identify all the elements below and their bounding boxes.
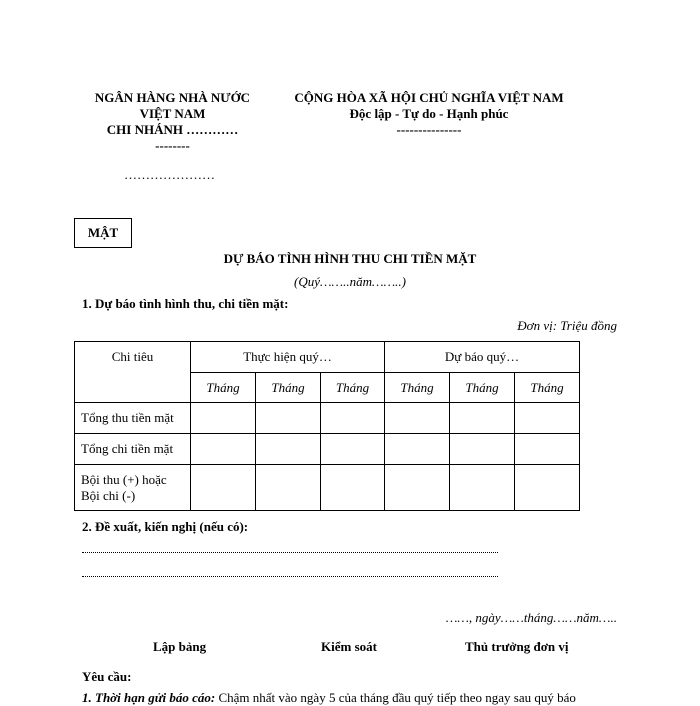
header-month: Tháng <box>515 373 580 403</box>
section-1-heading: 1. Dự báo tình hình thu, chi tiền mặt: <box>82 296 289 311</box>
dotted-line <box>82 552 498 553</box>
table-row <box>75 465 580 511</box>
row-label-surplus-deficit <box>75 465 191 511</box>
signature-prepared-by: Lập bảng <box>153 639 207 654</box>
requirement-item-1-label: 1. Thời hạn gửi báo cáo: <box>82 690 216 705</box>
national-motto-block <box>280 90 578 138</box>
unit-label: Đơn vị: Triệu đồng <box>517 318 617 333</box>
table-cell <box>515 465 580 511</box>
table-cell <box>385 403 450 434</box>
agency-divider: -------- <box>155 138 190 153</box>
table-cell <box>191 465 256 511</box>
date-line: ……, ngày……tháng……năm….. <box>445 610 617 625</box>
table-cell <box>450 403 515 434</box>
table-cell <box>256 465 321 511</box>
cash-forecast-table <box>74 341 580 511</box>
header-indicator: Chi tiêu <box>75 342 191 403</box>
table-cell <box>385 434 450 465</box>
header-month: Tháng <box>321 373 385 403</box>
table-cell <box>515 434 580 465</box>
dotted-line <box>82 576 498 577</box>
requirement-item-1 <box>82 690 576 706</box>
document-ref-number: ………………… <box>124 167 215 182</box>
row-label-line-1: Bội thu (+) hoặc <box>81 471 167 487</box>
header-forecast-quarter: Dự báo quý… <box>385 342 580 373</box>
requirement-item-1-text: Chậm nhất vào ngày 5 của tháng đầu quý tiếp theo ngay sau quý báo <box>215 690 576 705</box>
header-month: Tháng <box>450 373 515 403</box>
row-label-line-2: Bội chi (-) <box>81 487 136 503</box>
issuing-agency-block <box>80 90 265 154</box>
table-cell <box>191 434 256 465</box>
row-label-total-receipts: Tổng thu tiền mặt <box>75 403 191 434</box>
confidential-stamp: MẬT <box>74 218 132 248</box>
country-name: CỘNG HÒA XÃ HỘI CHỦ NGHĨA VIỆT NAM <box>294 90 564 105</box>
table-cell <box>191 403 256 434</box>
table-cell <box>450 434 515 465</box>
header-month: Tháng <box>385 373 450 403</box>
table-row <box>75 434 580 465</box>
requirements-heading: Yêu cầu: <box>82 669 132 684</box>
agency-line-3: CHI NHÁNH ………… <box>106 122 239 137</box>
table-cell <box>256 403 321 434</box>
header-actual-quarter: Thực hiện quý… <box>191 342 385 373</box>
section-2-heading: 2. Đề xuất, kiến nghị (nếu có): <box>82 519 249 534</box>
motto-divider: --------------- <box>396 122 462 137</box>
table-cell <box>256 434 321 465</box>
table-cell <box>450 465 515 511</box>
table-cell <box>385 465 450 511</box>
header-month: Tháng <box>191 373 256 403</box>
table-cell <box>515 403 580 434</box>
header-month: Tháng <box>256 373 321 403</box>
table-cell <box>321 403 385 434</box>
document-subtitle: (Quý……..năm……..) <box>294 274 406 289</box>
motto: Độc lập - Tự do - Hạnh phúc <box>349 106 509 121</box>
agency-line-1: NGÂN HÀNG NHÀ NƯỚC <box>94 90 251 105</box>
agency-line-2: VIỆT NAM <box>139 106 206 121</box>
row-label-total-payments: Tổng chi tiền mặt <box>75 434 191 465</box>
table-row <box>75 403 580 434</box>
table-cell <box>321 434 385 465</box>
document-title: DỰ BÁO TÌNH HÌNH THU CHI TIỀN MẶT <box>223 251 477 266</box>
signature-unit-head: Thủ trưởng đơn vị <box>465 639 569 654</box>
table-cell <box>321 465 385 511</box>
signature-controller: Kiểm soát <box>321 639 377 654</box>
